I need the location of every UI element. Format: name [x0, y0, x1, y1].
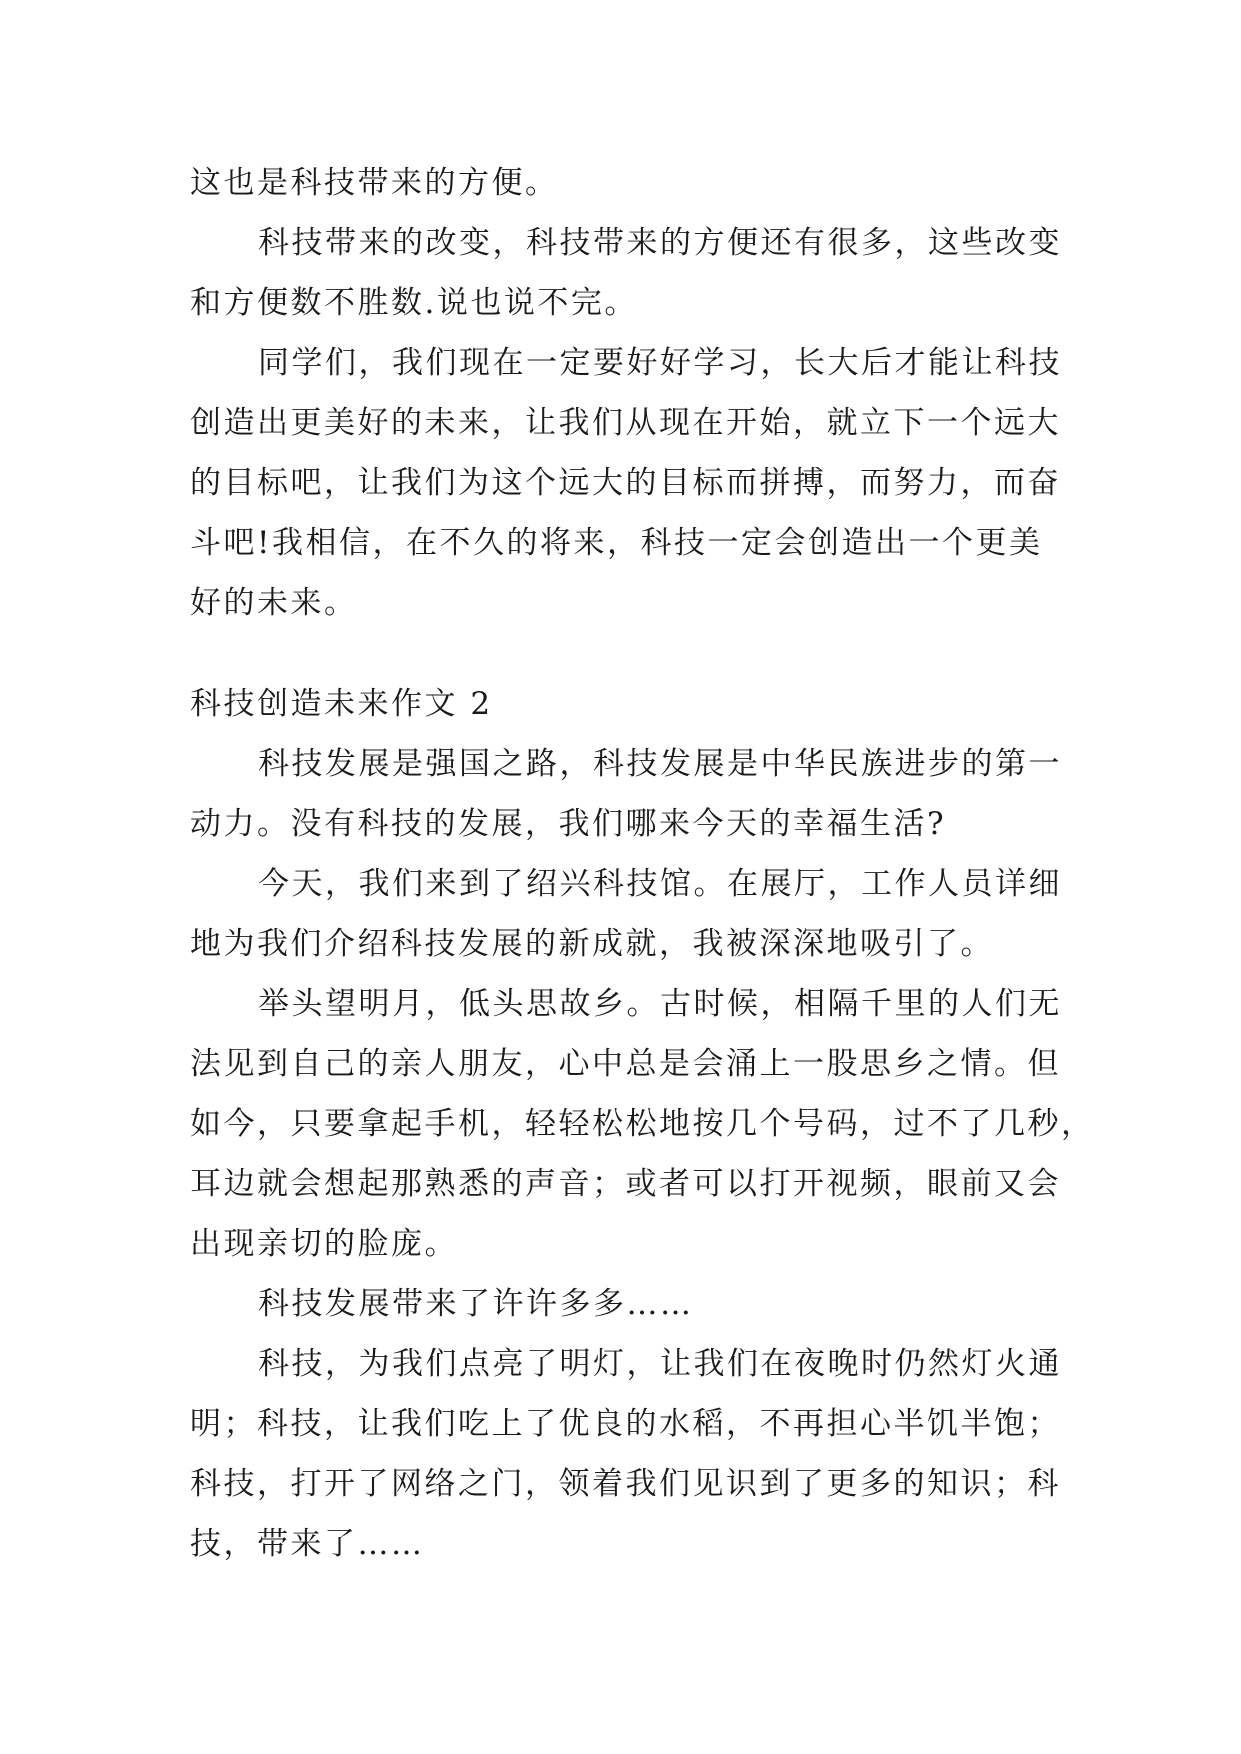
paragraph-start: 科技带来的改变，科技带来的方便还有很多，这些改变	[258, 225, 1062, 261]
text-line: 好的未来。	[190, 585, 358, 621]
paragraph-start: 科技发展带来了许许多多……	[258, 1286, 694, 1322]
text-line: 这也是科技带来的方便。	[190, 165, 559, 201]
text-line: 出现亲切的脸庞。	[190, 1226, 458, 1262]
text-line: 动力。没有科技的发展，我们哪来今天的幸福生活?	[190, 806, 947, 842]
essay-continuation	[190, 153, 1062, 633]
text-line: 耳边就会想起那熟悉的声音；或者可以打开视频，眼前又会	[190, 1166, 1061, 1202]
text-line: 和方便数不胜数.说也说不完。	[190, 285, 638, 321]
paragraph-start: 同学们，我们现在一定要好好学习，长大后才能让科技	[258, 345, 1062, 381]
text-line: 科技，打开了网络之门，领着我们见识到了更多的知识；科	[190, 1466, 1061, 1502]
text-line: 斗吧!我相信，在不久的将来，科技一定会创造出一个更美	[190, 525, 1043, 561]
text-line: 如今，只要拿起手机，轻轻松松地按几个号码，过不了几秒，	[190, 1106, 1095, 1142]
text-line: 法见到自己的亲人朋友，心中总是会涌上一股思乡之情。但	[190, 1046, 1061, 1082]
text-line: 的目标吧，让我们为这个远大的目标而拼搏，而努力，而奋	[190, 465, 1061, 501]
text-line: 地为我们介绍科技发展的新成就，我被深深地吸引了。	[190, 926, 994, 962]
paragraph-start: 今天，我们来到了绍兴科技馆。在展厅，工作人员详细	[258, 866, 1062, 902]
text-line: 明；科技，让我们吃上了优良的水稻，不再担心半饥半饱；	[190, 1406, 1061, 1442]
paragraph-start: 科技发展是强国之路，科技发展是中华民族进步的第一	[258, 746, 1062, 782]
text-line: 创造出更美好的未来，让我们从现在开始，就立下一个远大	[190, 405, 1061, 441]
paragraph-start: 科技，为我们点亮了明灯，让我们在夜晚时仍然灯火通	[258, 1346, 1062, 1382]
essay-title: 科技创造未来作文 2	[190, 686, 493, 722]
essay-2	[190, 674, 1095, 1574]
text-line: 技，带来了……	[190, 1526, 425, 1562]
paragraph-start: 举头望明月，低头思故乡。古时候，相隔千里的人们无	[258, 986, 1062, 1022]
